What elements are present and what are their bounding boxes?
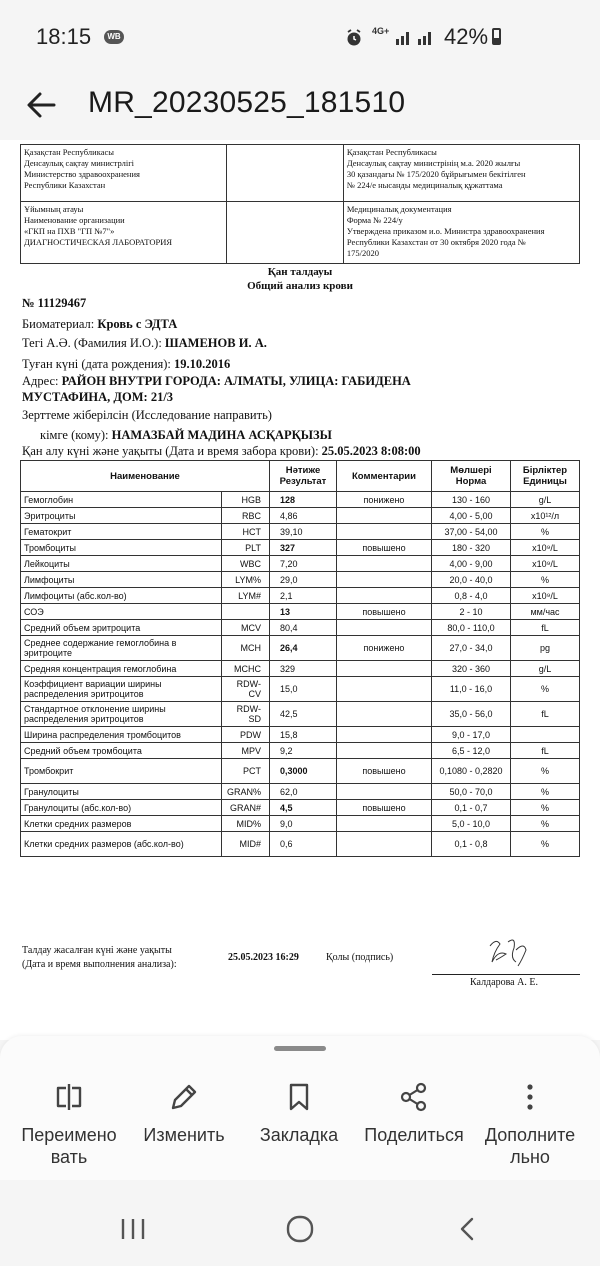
analysis-number: № 11129467 [22,296,87,310]
signature-line [432,974,580,975]
result-norm: 11,0 - 16,0 [432,677,511,702]
result-code: HCT [222,524,270,540]
result-code: GRAN# [222,800,270,816]
result-comment [337,816,432,832]
result-unit: g/L [511,492,580,508]
result-row [21,620,580,636]
result-value: 9,2 [270,743,337,759]
result-value: 39,10 [270,524,337,540]
edit-button[interactable]: Изменить [124,1080,244,1146]
result-norm: 0,1 - 0,8 [432,832,511,857]
result-comment [337,620,432,636]
title-ru: Общий анализ крови [247,280,353,292]
analysis-datetime: 25.05.2023 16:29 [228,952,299,963]
result-name: СОЭ [21,604,222,620]
result-row [21,508,580,524]
result-comment [337,572,432,588]
system-navigation-bar [0,1180,600,1266]
result-name: Тромбокрит [21,759,222,784]
result-code: RDW-CV [222,677,270,702]
result-unit: % [511,832,580,857]
result-name: Стандартное отклонение ширины распределения эритроцитов [21,702,222,727]
col-name: Наименование [21,461,270,492]
result-unit: % [511,800,580,816]
title-kz: Қан талдауы [267,266,333,278]
referral-line: Зерттеме жіберілсін (Исследование направить) [22,408,272,422]
result-unit: x10⁹/L [511,588,580,604]
result-unit: pg [511,636,580,661]
result-unit: мм/час [511,604,580,620]
result-code: PCT [222,759,270,784]
result-norm: 4,00 - 5,00 [432,508,511,524]
result-comment [337,677,432,702]
result-unit: fL [511,702,580,727]
result-unit: % [511,524,580,540]
result-row [21,702,580,727]
result-value: 7,20 [270,556,337,572]
result-comment [337,508,432,524]
result-norm: 5,0 - 10,0 [432,816,511,832]
result-norm: 6,5 - 12,0 [432,743,511,759]
result-norm: 180 - 320 [432,540,511,556]
signer-name: Калдарова А. Е. [470,977,538,988]
document-header [20,144,580,264]
back-arrow-icon[interactable] [24,88,58,122]
result-name: Средний объем тромбоцита [21,743,222,759]
recent-apps-icon[interactable] [118,1216,148,1242]
bookmark-button[interactable]: Закладка [239,1080,359,1146]
result-norm: 0,1080 - 0,2820 [432,759,511,784]
result-row [21,572,580,588]
result-code: MPV [222,743,270,759]
result-unit: x10¹²/л [511,508,580,524]
result-name: Гемоглобин [21,492,222,508]
dob-line: Туған күні (дата рождения): 19.10.2016 [22,357,231,371]
result-name: Ширина распределения тромбоцитов [21,727,222,743]
biomaterial-line: Биоматериал: Кровь с ЭДТА [22,317,178,331]
result-name: Среднее содержание гемоглобина в эритроците [21,636,222,661]
result-norm: 80,0 - 110,0 [432,620,511,636]
result-row [21,556,580,572]
result-code: LYM% [222,572,270,588]
result-name: Клетки средних размеров (абс.кол-во) [21,832,222,857]
result-comment: понижено [337,492,432,508]
result-unit: x10⁹/L [511,556,580,572]
result-row [21,636,580,661]
result-unit: fL [511,743,580,759]
result-norm: 50,0 - 70,0 [432,784,511,800]
result-code: RDW-SD [222,702,270,727]
result-value: 15,8 [270,727,337,743]
result-comment [337,784,432,800]
result-code: MCHC [222,661,270,677]
result-comment: повышено [337,540,432,556]
result-value: 128 [270,492,337,508]
result-row [21,524,580,540]
results-table [20,460,580,857]
result-name: Коэффициент вариации ширины распределения эритроцитов [21,677,222,702]
result-unit: fL [511,620,580,636]
result-comment [337,588,432,604]
result-norm: 2 - 10 [432,604,511,620]
header-right-bottom: Медициналық документация Форма № 224/у Утверждена приказом и.о. Министра здравоохранения Республики Казахстан от 30 октября 2020 года № 175/2020 [343,202,579,264]
result-row [21,677,580,702]
more-button[interactable]: Дополните льно [470,1080,590,1168]
result-norm: 27,0 - 34,0 [432,636,511,661]
handwritten-signature [486,936,530,972]
result-value: 80,4 [270,620,337,636]
result-value: 29,0 [270,572,337,588]
document-image[interactable] [0,140,600,1040]
bottom-actions-sheet [0,1036,600,1180]
result-unit: % [511,759,580,784]
result-code: LYM# [222,588,270,604]
header-left-top: Қазақстан Республикасы Денсаулық сақтау министрлігі Министерство здравоохранения Республики Казахстан [21,145,227,202]
result-value: 0,3000 [270,759,337,784]
result-comment: понижено [337,636,432,661]
result-code [222,604,270,620]
share-icon [397,1080,431,1114]
result-row [21,588,580,604]
result-comment: повышено [337,759,432,784]
battery-icon [492,28,501,45]
result-row [21,800,580,816]
analysis-datetime-label: Талдау жасалған күні және уақыты (Дата и время выполнения анализа): [22,945,177,970]
result-code: PDW [222,727,270,743]
result-name: Тромбоциты [21,540,222,556]
signature-label: Қолы (подпись) [326,952,394,963]
result-code: MCV [222,620,270,636]
results-header [21,461,580,492]
result-code: RBC [222,508,270,524]
result-code: MID# [222,832,270,857]
result-value: 26,4 [270,636,337,661]
result-norm: 35,0 - 56,0 [432,702,511,727]
result-norm: 130 - 160 [432,492,511,508]
result-code: GRAN% [222,784,270,800]
address-line: Адрес: РАЙОН ВНУТРИ ГОРОДА: АЛМАТЫ, УЛИЦА: ГАБИДЕНА [22,374,411,388]
result-name: Лейкоциты [21,556,222,572]
network-label: 4G+ [372,26,390,36]
result-comment [337,524,432,540]
sheet-handle[interactable] [274,1046,326,1051]
app-bar [0,76,600,136]
result-name: Средняя концентрация гемоглобина [21,661,222,677]
result-name: Гематокрит [21,524,222,540]
result-row [21,743,580,759]
result-code: MID% [222,816,270,832]
result-norm: 20,0 - 40,0 [432,572,511,588]
result-row [21,661,580,677]
share-button[interactable]: Поделиться [354,1080,474,1146]
patient-name-line: Тегі А.Ә. (Фамилия И.О.): ШАМЕНОВ И. А. [22,336,267,350]
result-value: 15,0 [270,677,337,702]
header-left-bottom: Ұйымның атауы Наименование организации «ГКП на ПХВ "ГП №7"» ДИАГНОСТИЧЕСКАЯ ЛАБОРАТОРИЯ [21,202,227,264]
alarm-icon [344,28,364,48]
result-value: 13 [270,604,337,620]
result-row [21,759,580,784]
result-unit: x10⁹/L [511,540,580,556]
result-value: 4,86 [270,508,337,524]
result-unit: % [511,572,580,588]
rename-button[interactable]: Переимено вать [9,1080,129,1168]
result-row [21,540,580,556]
result-code: PLT [222,540,270,556]
address-line-2: МУСТАФИНА, ДОМ: 21/3 [22,390,174,404]
collection-line: Қан алу күні және уақыты (Дата и время забора крови): 25.05.2023 8:08:00 [22,444,421,458]
result-row [21,492,580,508]
result-comment [337,727,432,743]
result-row [21,832,580,857]
result-value: 62,0 [270,784,337,800]
result-name: Лимфоциты (абс.кол-во) [21,588,222,604]
file-title: MR_20230525_181510 [88,86,406,119]
result-value: 4,5 [270,800,337,816]
result-row [21,784,580,800]
edit-icon [167,1080,201,1114]
header-right-top: Қазақстан Республикасы Денсаулық сақтау министрінің м.а. 2020 жылғы 30 қазандағы № 175/2020 бұйрығымен бекітілген № 224/е нысанды медициналық құжаттама [343,145,579,202]
battery-percent: 42% [444,24,489,49]
result-unit: % [511,677,580,702]
wb-badge: WB [104,30,124,44]
bookmark-icon [282,1080,316,1114]
result-value: 327 [270,540,337,556]
nav-back-icon[interactable] [456,1216,480,1242]
result-row [21,727,580,743]
result-comment: повышено [337,800,432,816]
result-comment: повышено [337,604,432,620]
result-value: 2,1 [270,588,337,604]
rename-icon [52,1080,86,1114]
result-row [21,816,580,832]
result-comment [337,832,432,857]
result-name: Клетки средних размеров [21,816,222,832]
result-code: WBC [222,556,270,572]
result-value: 42,5 [270,702,337,727]
status-bar [0,0,600,76]
result-value: 9,0 [270,816,337,832]
result-name: Эритроциты [21,508,222,524]
more-icon [513,1080,547,1114]
result-comment [337,556,432,572]
home-icon[interactable] [284,1214,316,1244]
result-unit [511,727,580,743]
result-norm: 9,0 - 17,0 [432,727,511,743]
recipient-line: кімге (кому): НАМАЗБАЙ МАДИНА АСҚАРҚЫЗЫ [40,428,332,442]
result-comment [337,702,432,727]
result-name: Лимфоциты [21,572,222,588]
col-norm: Мөлшері Норма [432,461,511,492]
result-row [21,604,580,620]
result-value: 0,6 [270,832,337,857]
signal-icon [394,28,440,46]
result-norm: 4,00 - 9,00 [432,556,511,572]
result-unit: % [511,816,580,832]
result-unit: % [511,784,580,800]
result-name: Гранулоциты [21,784,222,800]
status-time: 18:15 [36,24,92,49]
col-result: Нәтиже Результат [270,461,337,492]
result-norm: 0,8 - 4,0 [432,588,511,604]
result-norm: 320 - 360 [432,661,511,677]
result-unit: g/L [511,661,580,677]
result-code: HGB [222,492,270,508]
result-norm: 0,1 - 0,7 [432,800,511,816]
result-code: MCH [222,636,270,661]
result-comment [337,661,432,677]
result-comment [337,743,432,759]
col-comment: Комментарии [337,461,432,492]
result-name: Средний объем эритроцита [21,620,222,636]
col-unit: Бірліктер Единицы [511,461,580,492]
result-name: Гранулоциты (абс.кол-во) [21,800,222,816]
result-value: 329 [270,661,337,677]
result-norm: 37,00 - 54,00 [432,524,511,540]
